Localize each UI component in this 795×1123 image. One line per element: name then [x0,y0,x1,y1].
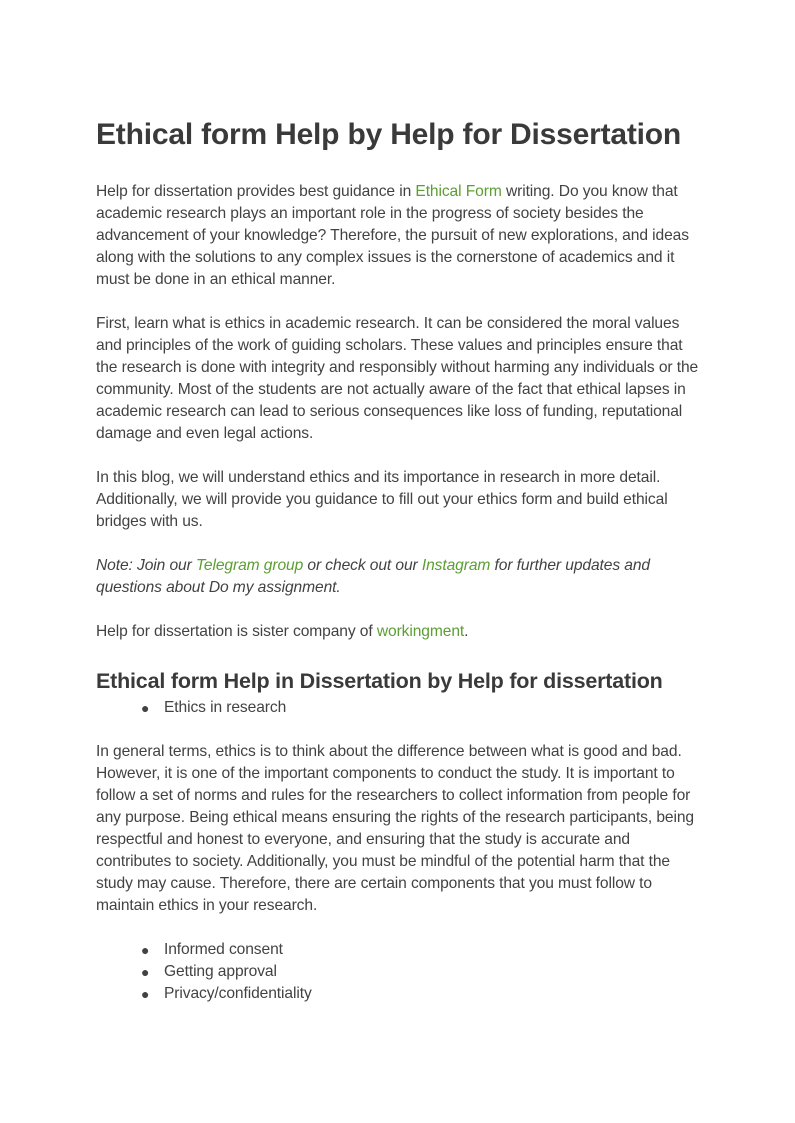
intro-text-before: Help for dissertation provides best guidance in [96,183,416,200]
list-item [141,697,702,719]
sister-text-before: Help for dissertation is sister company of [96,623,377,640]
bullet-icon: ● [141,986,150,1002]
ethical-form-link[interactable]: Ethical Form [415,183,502,200]
workingment-link[interactable]: workingment [376,623,465,640]
list-item [141,983,702,1005]
telegram-group-link[interactable]: Telegram group [195,557,304,574]
bullet-icon: ● [141,942,150,958]
note-text-before: Note: Join our [96,557,196,574]
bullet-icon: ● [141,700,150,716]
section-heading: Ethical form Help in Dissertation by Help for dissertation [96,669,663,693]
components-list [96,939,702,1005]
page-title: Ethical form Help by Help for Dissertation [96,118,682,151]
intro-text-after: writing. Do you know that academic research plays an important role in the progress of society besides the advancement of your knowledge? Therefore, the pursuit of new explorations, and ideas along with the solutions to any complex issues is the cornerstone of academics and it must be done in an ethical manner. [96,183,689,288]
note-text-middle: or check out our [303,557,422,574]
list-item [141,961,702,983]
intro-paragraph-3: In this blog, we will understand ethics and its importance in research in more detail. Additionally, we will provide you guidance to fill out your ethics form and build ethical bridges with us. [96,469,668,530]
list-item-label: Informed consent [164,941,283,958]
instagram-link[interactable]: Instagram [421,557,491,574]
note-text-after: for further updates and questions about Do my assignment. [96,557,651,596]
list-item-label: Getting approval [164,963,277,980]
document-page [96,113,702,1027]
section-body-paragraph: In general terms, ethics is to think about the difference between what is good and bad. However, it is one of the important components to conduct the study. It is important to follow a set of norms and rules for the researchers to collect information from people for any purpose. Being ethical means ensuring the rights of the research participants, being respectful and honest to everyone, and ensuring that the study is accurate and contributes to society. Additionally, you must be mindful of the potential harm that the study may cause. Therefore, there are certain components that you must follow to maintain ethics in your research. [96,743,694,914]
note-paragraph [96,555,702,599]
sister-company-paragraph [96,621,702,643]
sister-text-after: . [464,623,469,640]
list-item-label: Privacy/confidentiality [164,985,312,1002]
bullet-icon: ● [141,964,150,980]
list-item [141,939,702,961]
intro-paragraph-1 [96,181,702,291]
ethics-bullet-list [96,697,702,719]
list-item-label: Ethics in research [164,699,287,716]
intro-paragraph-2: First, learn what is ethics in academic research. It can be considered the moral values and principles of the work of guiding scholars. These values and principles ensure that the research is done with integrity and responsibly without harming any individuals or the community. Most of the students are not actually aware of the fact that ethical lapses in academic research can lead to serious consequences like loss of funding, reputational damage and even legal actions. [96,315,699,442]
